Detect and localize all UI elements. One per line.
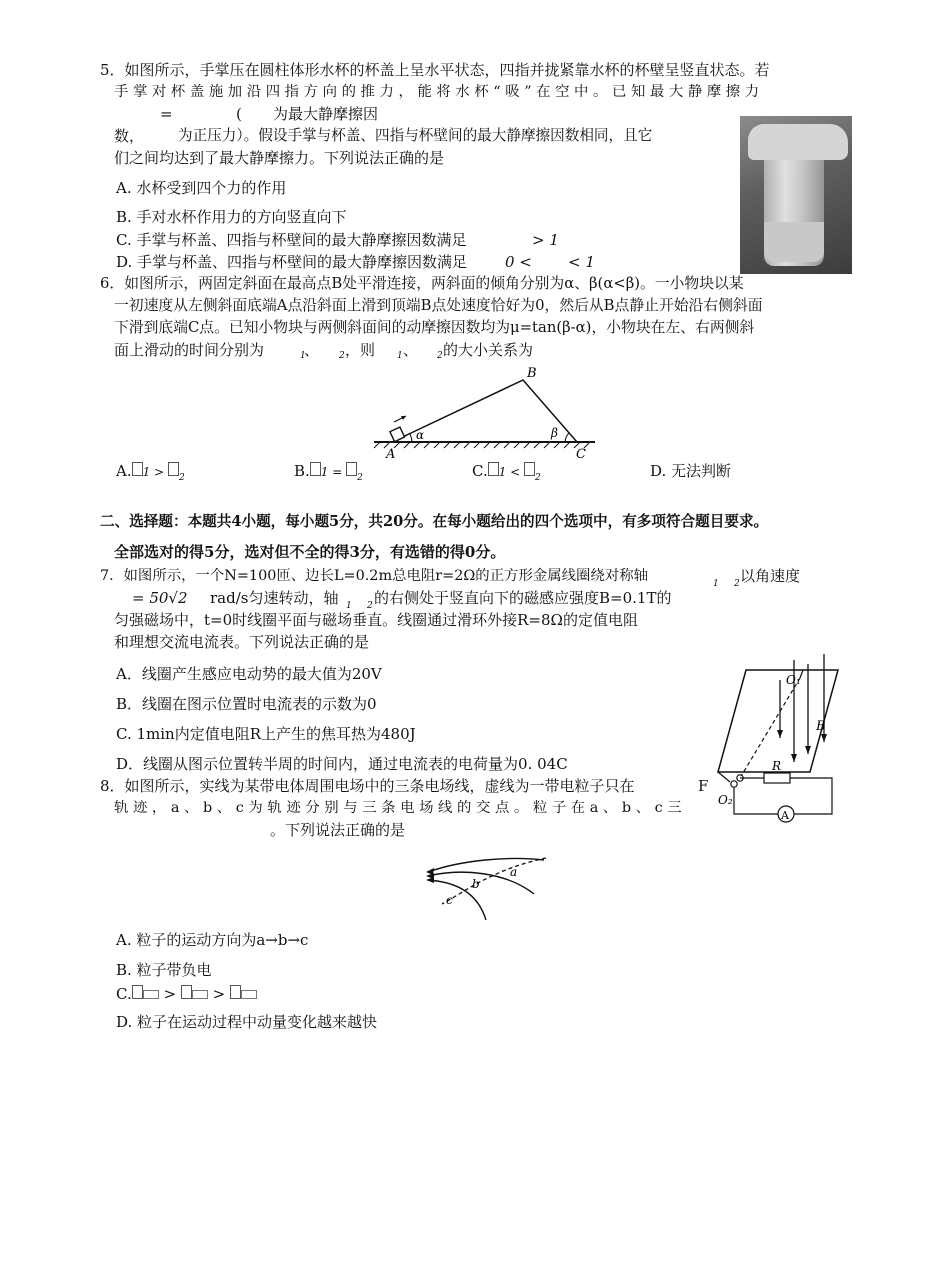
q6-stem-sep: 、: [304, 341, 320, 359]
fig7-label-b: B: [816, 719, 826, 734]
t-symbol-box: [132, 462, 143, 476]
q6-stem-sub: 2: [437, 351, 443, 361]
coil-figure: [706, 650, 842, 830]
t-symbol-box: [346, 462, 357, 476]
fig6-label-c: C: [576, 447, 586, 462]
q5-option-c[interactable]: C. 手掌与杯盖、四指与杯壁间的最大静摩擦因数满足: [116, 231, 467, 249]
q8-option-a[interactable]: A. 粒子的运动方向为a→b→c: [116, 931, 309, 949]
q6-option-b-sub: 2: [357, 473, 363, 483]
t-symbol-box: [168, 462, 179, 476]
q5-stem-line3-text: 为最大静摩擦因: [273, 105, 379, 123]
fig7-label-r: R: [772, 759, 782, 773]
field-lines-figure: [422, 846, 550, 924]
q6-stem-sub: 2: [339, 351, 345, 361]
q6-option-d[interactable]: D. 无法判断: [650, 462, 732, 480]
q6-option-a[interactable]: [116, 461, 185, 488]
q7-axis-sub: 1: [713, 579, 719, 589]
section2-heading-line2: 全部选对的得5分，选对但不全的得3分，有选错的得0分。: [114, 543, 506, 561]
q8-stem-line1-cut: F: [698, 777, 709, 795]
q6-option-b[interactable]: [294, 461, 363, 488]
q7-axis-sub: 2: [734, 579, 740, 589]
fig8-label-c: c: [446, 893, 453, 907]
fig6-label-b: B: [527, 366, 537, 381]
q7-stem-line1: 7．如图所示，一个N=100匝、边长L=0.2m总电阻r=2Ω的正方形金属线圈绕对称轴: [100, 568, 648, 584]
q6-stem-sub: 1: [300, 351, 306, 361]
q5-stem-line3-paren: (: [236, 105, 242, 123]
q7-stem-line2: rad/s匀速转动，轴: [210, 589, 339, 607]
q6-stem-sub: 1: [397, 351, 403, 361]
q8-option-b[interactable]: B. 粒子带负电: [116, 961, 212, 979]
fig6-label-beta: β: [551, 426, 558, 440]
q6-stem-line1: 6．如图所示，两固定斜面在最高点B处平滑连接，两斜面的倾角分别为α、β(α<β)。一小物块以某: [100, 275, 744, 292]
q7-stem-line3: 匀强磁场中，t=0时线圈平面与磁场垂直。线圈通过滑环外接R=8Ω的定值电阻: [114, 611, 638, 629]
q7-axis-sub: 1: [346, 601, 352, 611]
q7-stem-line2-end: 的右侧处于竖直向下的磁感应强度B=0.1T的: [374, 589, 672, 607]
t-sub-box: [241, 990, 257, 999]
q8-option-d[interactable]: D. 粒子在运动过程中动量变化越来越快: [116, 1013, 378, 1031]
fig7-label-o2: O₂: [718, 793, 733, 807]
fig6-label-a: A: [386, 447, 396, 462]
q8-stem-line1: 8．如图所示，实线为某带电体周围电场中的三条电场线，虚线为一带电粒子只在: [100, 777, 635, 795]
q8-option-c-rel1: >: [158, 985, 181, 1003]
fig6-label-alpha: α: [416, 428, 425, 442]
q7-stem-line4: 和理想交流电流表。下列说法正确的是: [114, 633, 370, 651]
section2-heading: 二、选择题：本题共4小题，每小题5分，共20分。在每小题给出的四个选项中，有多项符合题目要求。: [100, 513, 769, 530]
t-symbol-box: [230, 985, 241, 999]
t-symbol-box: [488, 462, 499, 476]
hand-cup-photo: [740, 116, 852, 274]
q6-stem-line2: 一初速度从左侧斜面底端A点沿斜面上滑到顶端B点处速度恰好为0，然后从B点静止开始沿右侧斜面: [114, 297, 763, 314]
q6-option-c[interactable]: [472, 461, 541, 488]
q5-option-b[interactable]: B. 手对水杯作用力的方向竖直向下: [116, 208, 347, 226]
q5-stem-line2: 手 掌 对 杯 盖 施 加 沿 四 指 方 向 的 推 力 ， 能 将 水 杯 “ 吸 ” 在 空 中 。 已 知 最 大 静 摩 擦 力: [114, 84, 760, 100]
q5-stem-line4-b: 为正压力）。假设手掌与杯盖、四指与杯壁间的最大静摩擦因数相同，且它: [178, 127, 653, 144]
q5-option-d[interactable]: D. 手掌与杯盖、四指与杯壁间的最大静摩擦因数满足: [116, 253, 468, 271]
q7-omega-value: = 50√2: [132, 589, 188, 607]
fig7-label-ammeter: A: [781, 809, 789, 822]
incline-figure: [370, 365, 600, 465]
q6-option-b-rel: 1 =: [320, 465, 347, 479]
q5-stem-line5: 们之间均达到了最大静摩擦力。下列说法正确的是: [114, 149, 445, 167]
q6-option-a-sub: 2: [178, 473, 185, 483]
q5-option-d-rel1: 0 <: [505, 253, 532, 271]
q5-stem-line1: 5．如图所示，手掌压在圆柱体形水杯的杯盖上呈水平状态，四指并拢紧靠水杯的杯壁呈竖直状态。若: [100, 61, 770, 79]
t-sub-box: [143, 990, 159, 999]
q7-option-b[interactable]: B．线圈在图示位置时电流表的示数为0: [116, 695, 377, 713]
q7-axis-sub: 2: [367, 601, 373, 611]
q7-stem-line1-end: 以角速度: [740, 567, 801, 585]
q8-stem-line3: 。下列说法正确的是: [270, 821, 406, 839]
q7-option-d[interactable]: D．线圈从图示位置转半周的时间内，通过电流表的电荷量为0. 04C: [116, 755, 568, 773]
t-symbol-box: [310, 462, 321, 476]
q6-option-c-sub: 2: [535, 473, 541, 483]
q6-stem-line4-a: 面上滑动的时间分别为: [114, 341, 265, 359]
q5-option-c-rel: > 1: [532, 231, 559, 249]
t-symbol-box: [132, 985, 143, 999]
q7-option-a[interactable]: A．线圈产生感应电动势的最大值为20V: [116, 665, 382, 683]
q6-option-a-letter: A.: [116, 462, 132, 480]
q6-option-a-rel: 1 >: [142, 465, 168, 479]
t-sub-box: [192, 990, 208, 999]
q6-option-c-rel: 1 <: [498, 465, 525, 479]
q5-stem-line4-a: 数，: [114, 127, 145, 145]
q6-stem-then: ，则: [345, 341, 376, 359]
q6-stem-line4-end: 的大小关系为: [443, 341, 534, 359]
q6-stem-line3: 下滑到底端C点。已知小物块与两侧斜面间的动摩擦因数均为μ=tan(β-α)，小物块在左、右两侧斜: [114, 319, 755, 336]
q6-option-c-letter: C.: [472, 462, 488, 480]
t-symbol-box: [181, 985, 192, 999]
fig8-label-b: b: [472, 877, 480, 891]
q5-option-d-rel2: < 1: [568, 253, 595, 271]
q8-option-c-rel2: >: [207, 985, 230, 1003]
fig8-label-a: a: [510, 865, 518, 879]
q8-stem-line2: 轨 迹 ， a 、 b 、 c 为 轨 迹 分 别 与 三 条 电 场 线 的 交 点 。 粒 子 在 a 、 b 、 c 三: [114, 800, 682, 816]
q6-option-b-letter: B.: [294, 462, 310, 480]
cup-water-shape: [764, 222, 824, 262]
q7-option-c[interactable]: C. 1min内定值电阻R上产生的焦耳热为480J: [116, 725, 416, 743]
fig7-label-o1: O₁: [786, 673, 801, 687]
q5-stem-line3-eq: =: [160, 105, 173, 123]
t-symbol-box: [524, 462, 535, 476]
q8-option-c[interactable]: [116, 984, 257, 1004]
hand-shape: [748, 124, 848, 160]
q6-stem-sep: 、: [403, 341, 419, 359]
q5-option-a[interactable]: A. 水杯受到四个力的作用: [116, 179, 287, 197]
q8-option-c-letter: C.: [116, 985, 132, 1003]
